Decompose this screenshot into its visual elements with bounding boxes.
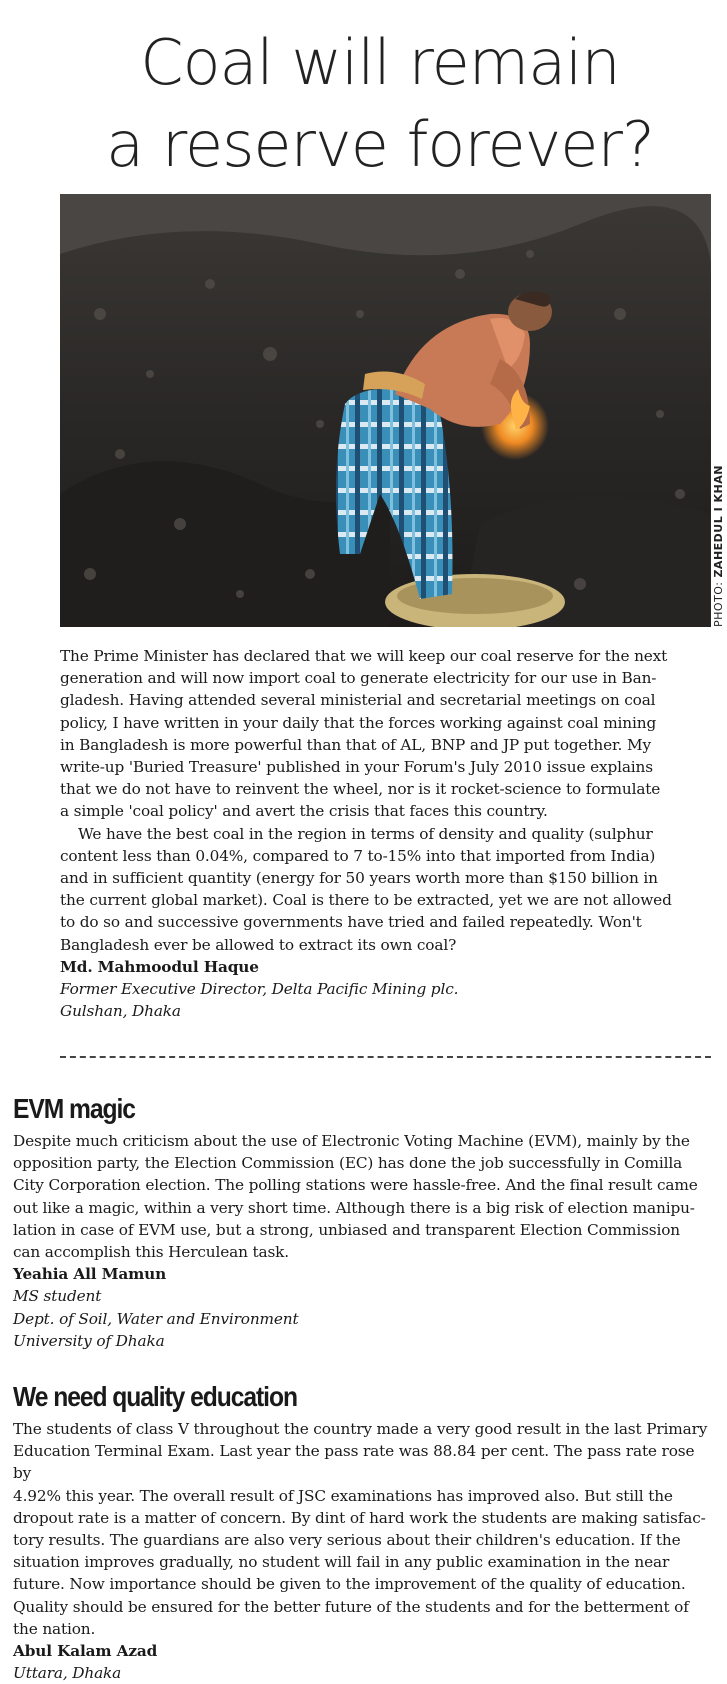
headline-line-1: Coal will remain [140, 26, 620, 99]
author-role: Former Executive Director, Delta Pacific Mining plc. [60, 980, 459, 999]
section-title-evm: EVM magic [13, 1093, 135, 1124]
text-line: the nation. [13, 1619, 96, 1638]
letter-coal-reserve [60, 645, 711, 1022]
text-line: that we do not have to reinvent the wheel, nor is it rocket-science to formulate [60, 780, 661, 799]
text-line: the current global market). Coal is there to be extracted, yet we are not allowed [60, 891, 672, 910]
text-line: write-up 'Buried Treasure' published in your Forum's July 2010 issue explains [60, 758, 653, 777]
text-line: Despite much criticism about the use of Electronic Voting Machine (EVM), mainly by the [13, 1132, 690, 1150]
text-line: The Prime Minister has declared that we will keep our coal reserve for the next [60, 647, 668, 665]
headline [60, 22, 700, 186]
text-line: a simple 'coal policy' and avert the crisis that faces this country. [60, 802, 548, 821]
text-line: and in sufficient quantity (energy for 50 years worth more than $150 billion in [60, 869, 658, 888]
letter-coal-paragraph-2 [60, 823, 711, 956]
coal-worker-photo [60, 194, 711, 627]
photo-credit [712, 465, 725, 627]
letter-evm-magic [13, 1092, 713, 1352]
text-line: 4.92% this year. The overall result of JSC examinations has improved also. But still the [13, 1486, 673, 1505]
dashed-divider [60, 1056, 711, 1058]
text-line: dropout rate is a matter of concern. By dint of hard work the students are making satisfac- [13, 1508, 706, 1527]
letter-coal-paragraph-1 [60, 645, 711, 823]
text-line: gladesh. Having attended several ministerial and secretarial meetings on coal [60, 691, 656, 710]
text-line: We have the best coal in the region in terms of density and quality (sulphur [78, 824, 653, 843]
headline-line-2: a reserve forever? [106, 108, 654, 181]
author-university: University of Dhaka [13, 1331, 165, 1350]
section-title-education: We need quality education [13, 1381, 297, 1412]
text-line: future. Now importance should be given to the improvement of the quality of education. [13, 1575, 686, 1594]
coal-worker-illustration [60, 194, 711, 627]
author-name: Abul Kalam Azad [13, 1642, 158, 1661]
text-line: Education Terminal Exam. Last year the pass rate was 88.84 per cent. The pass rate rose by [13, 1442, 695, 1483]
author-name: Yeahia All Mamun [13, 1265, 167, 1284]
author-location: Gulshan, Dhaka [60, 1002, 181, 1021]
author-location: Uttara, Dhaka [13, 1664, 122, 1683]
text-line: policy, I have written in your daily that the forces working against coal mining [60, 713, 657, 732]
author-department: Dept. of Soil, Water and Environment [13, 1309, 299, 1328]
text-line: The students of class V throughout the country made a very good result in the last Primary [13, 1420, 708, 1438]
text-line: lation in case of EVM use, but a strong, unbiased and transparent Election Commission [13, 1220, 680, 1239]
text-line: City Corporation election. The polling stations were hassle-free. And the final result came [13, 1176, 698, 1195]
author-name: Md. Mahmoodul Haque [60, 957, 259, 976]
text-line: out like a magic, within a very short time. Although there is a big risk of election manipu- [13, 1198, 695, 1217]
text-line: in Bangladesh is more powerful than that of AL, BNP and JP put together. My [60, 735, 651, 754]
text-line: situation improves gradually, no student will fail in any public examination in the near [13, 1553, 670, 1572]
text-line: Quality should be ensured for the better future of the students and for the betterment of [13, 1597, 689, 1616]
photo-credit-name: ZAHEDUL I KHAN [712, 465, 725, 578]
text-line: tory results. The guardians are also very serious about their children's education. If the [13, 1531, 681, 1550]
photo-credit-label: PHOTO: [712, 581, 725, 627]
text-line: content less than 0.04%, compared to 7 to-15% into that imported from India) [60, 846, 656, 865]
author-role: MS student [13, 1287, 102, 1306]
text-line: Bangladesh ever be allowed to extract its own coal? [60, 935, 457, 954]
text-line: to do so and successive governments have tried and failed repeatedly. Won't [60, 913, 642, 932]
text-line: can accomplish this Herculean task. [13, 1243, 290, 1262]
text-line: generation and will now import coal to generate electricity for our use in Ban- [60, 669, 657, 688]
letter-quality-education [13, 1380, 713, 1684]
text-line: opposition party, the Election Commission (EC) has done the job successfully in Comilla [13, 1154, 683, 1173]
